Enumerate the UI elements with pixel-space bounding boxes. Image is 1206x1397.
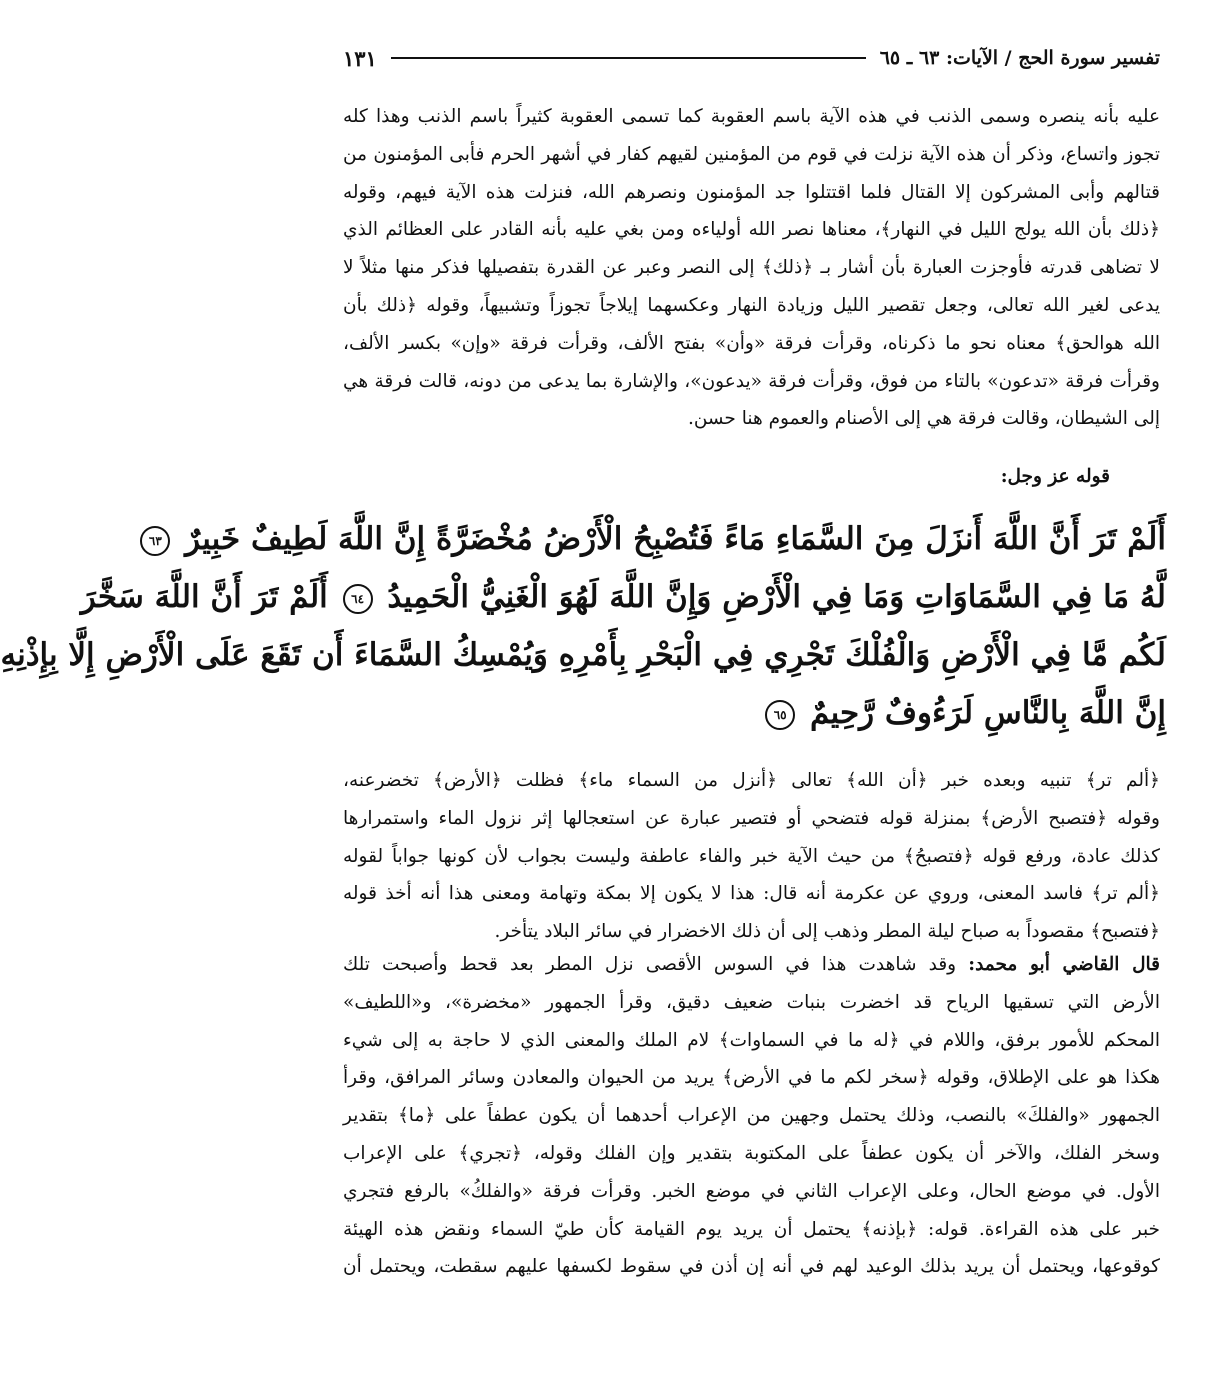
text-line: كوقوعها، ويحتمل أن يريد بذلك الوعيد لهم في أنه إن أذن في سقوط لكسفها عليهم سقطت، ويحتمل أن (343, 1256, 1160, 1278)
verse-intro-label: قوله عز وجل: (1000, 466, 1110, 487)
quran-text: إِنَّ اللَّهَ بِالنَّاسِ لَرَءُوفٌ رَّحِيمٌ (809, 695, 1166, 731)
text-line: خبر على هذه القراءة. قوله: ﴿بإذنه﴾ يحتمل أن يريد يوم القيامة كأن طيّ السماء ونقض هذه الهيئة (343, 1218, 1160, 1240)
text-line: عليه بأنه ينصره وسمى الذنب في هذه الآية باسم العقوبة كما تسمى العقوبة كثيراً باسم الذنب وهذا كله (343, 106, 1160, 127)
text-line: كذلك عادة، ورفع قوله ﴿فتصبحُ﴾ من حيث الآية خبر والفاء عاطفة وليست بجواب لأن كونها جواباً لقوله (343, 845, 1160, 867)
commentary-paragraph-1 (343, 98, 1160, 438)
quran-text: أَلَمْ تَرَ أَنَّ اللَّهَ أَنزَلَ مِنَ السَّمَاءِ مَاءً فَتُصْبِحُ الْأَرْضُ مُخْضَرَّةً إِنَّ اللَّهَ لَطِيفٌ خَبِيرٌ (185, 521, 1166, 557)
commentary-paragraph-3 (343, 946, 1160, 1286)
commentary-paragraph-2 (343, 762, 1160, 951)
text-line: لا تضاهى قدرته فأوجزت العبارة بأن أشار بـ ﴿ذلك﴾ إلى النصر وعبر عن القدرة بتفصيلها فذكر منها مثلاً لا (343, 257, 1160, 279)
page-header (343, 38, 1160, 78)
text-line: الجمهور «والفلكَ» بالنصب، وذلك يحتمل وجهين من الإعراب أحدهما أن يكون عطفاً على ﴿ما﴾ بتقدير (343, 1105, 1160, 1127)
text-line: الأرض التي تسقيها الرياح قد اخضرت بنبات ضعيف دقيق، وقرأ الجمهور «مخضرة»، و«اللطيف» (343, 991, 1160, 1013)
quran-line (335, 684, 1166, 742)
speaker-label: قال القاضي أبو محمد: (968, 954, 1160, 975)
verse-number-marker: ٦٥ (765, 700, 795, 730)
text-line: وسخر الفلك، والآخر أن يكون عطفاً على المكتوبة بتقدير وإن الفلك وقوله، ﴿تجري﴾ على الإعراب (343, 1142, 1160, 1164)
quran-verses (0, 510, 1166, 742)
quran-text: لَّهُ مَا فِي السَّمَاوَاتِ وَمَا فِي الْأَرْضِ وَإِنَّ اللَّهَ لَهُوَ الْغَنِيُّ الْحَمِيدُ (387, 579, 1166, 615)
text-span: وقد شاهدت هذا في السوس الأقصى نزل المطر بعد قحط وأصبحت تلك (343, 954, 957, 975)
header-rule (391, 57, 866, 59)
quran-line (0, 626, 1166, 684)
text-line (343, 946, 1160, 984)
text-line: المحكم للأمور برفق، واللام في ﴿له ما في السماوات﴾ لام الملك والمعنى الذي لا حاجة به إلى شيء (343, 1029, 1160, 1051)
quran-line (80, 568, 1166, 626)
text-line: إلى الشيطان، وقالت فرقة هي إلى الأصنام والعموم هنا حسن. (687, 408, 1160, 430)
text-line: ﴿ذلك بأن الله يولج الليل في النهار﴾، معناها نصر الله أولياءه ومن بغي عليه بأنه القادر على العظائم الذي (343, 219, 1160, 241)
text-line: قتالهم وأبى المشركون إلا القتال فلما اقتتلوا جد المؤمنون ونصرهم الله، فنزلت هذه الآية فيهم، وقوله (343, 181, 1160, 203)
text-line: هكذا هو على الإطلاق، وقوله ﴿سخر لكم ما في الأرض﴾ يريد من الحيوان والمعادن وسائر المرافق، وقرأ (343, 1067, 1160, 1089)
text-line: ﴿ألم تر﴾ فاسد المعنى، وروي عن عكرمة أنه قال: هذا لا يكون إلا بمكة وتهامة ومعنى هذا أنه أخذ قوله (343, 883, 1160, 905)
quran-line (148, 510, 1166, 568)
text-line: ﴿ألم تر﴾ تنبيه وبعده خبر ﴿أن الله﴾ تعالى ﴿أنزل من السماء ماء﴾ فظلت ﴿الأرض﴾ تخضرعنه، (343, 770, 1160, 791)
text-line: تجوز واتساع، وذكر أن هذه الآية نزلت في قوم من المؤمنين لقيهم كفار في أشهر الحرم فأبى المؤمنون من (343, 143, 1160, 165)
running-title: تفسير سورة الحج / الآيات: ٦٣ ـ ٦٥ (879, 47, 1160, 69)
text-line: يدعى لغير الله تعالى، وجعل تقصير الليل وزيادة النهار وعكسهما إيلاجاً تجوزاً وتشبيهاً، وقوله ﴿ذلك بأن (343, 294, 1160, 316)
verse-intro (343, 458, 1110, 496)
verse-number-marker: ٦٤ (343, 584, 373, 614)
verse-number-marker: ٦٣ (140, 526, 170, 556)
quran-text: أَلَمْ تَرَ أَنَّ اللَّهَ سَخَّرَ (80, 579, 328, 615)
text-line: ﴿فتصبح﴾ مقصوداً به صباح ليلة المطر وذهب إلى أن ذلك الاخضرار في سائر البلاد يتأخر. (494, 921, 1160, 943)
text-line: وقوله ﴿فتصبح الأرض﴾ بمنزلة قوله فتضحي أو فتصير عبارة عن استعجالها إثر نزول الماء واستمرارها (343, 807, 1160, 829)
page-number: ١٣١ (343, 45, 377, 71)
text-line: الأول. في موضع الحال، وعلى الإعراب الثاني في موضع الخبر. وقرأت فرقة «والفلكُ» بالرفع فتجري (343, 1180, 1160, 1202)
text-line: وقرأت فرقة «تدعون» بالتاء من فوق، وقرأت فرقة «يدعون»، والإشارة بما يدعى من دونه، قالت فرقة هي (343, 370, 1160, 392)
text-line: الله هوالحق﴾ معناه نحو ما ذكرناه، وقرأت فرقة «وأن» بفتح الألف، وقرأت فرقة «وإن» بكسر الألف، (343, 332, 1160, 354)
quran-text: لَكُم مَّا فِي الْأَرْضِ وَالْفُلْكَ تَجْرِي فِي الْبَحْرِ بِأَمْرِهِ وَيُمْسِكُ السَّمَاءَ أَن تَقَعَ عَلَى الْأَرْضِ إِلَّا بِإِذْنِهِ (0, 637, 1166, 673)
